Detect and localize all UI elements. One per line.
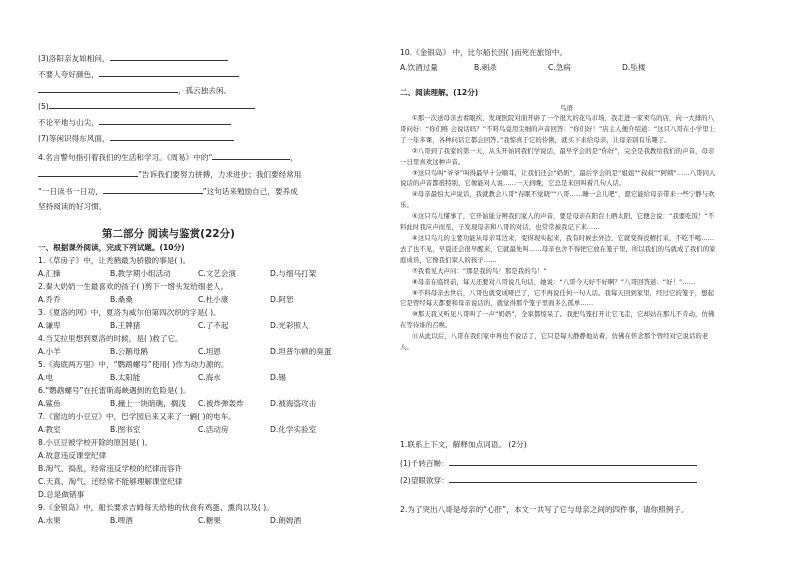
option-c[interactable]: C.文艺会演 [198,269,237,278]
passage-paragraph: ⑦我看见大声问：“那是我的鸟！那是我的鸟！” [412,266,547,275]
passage-paragraph: ②八哥到了我家的第一天，从头开始同我们学说话，最早学会的是“你好”，完全是我教给我们的声音，母亲一日里喜欢这种声音。 [400,146,715,166]
option-a[interactable]: A.谦卑 [38,321,61,330]
answer-blank[interactable] [49,100,255,109]
option-c[interactable]: C.杜小康 [198,295,229,304]
q10-stem: 10.《金银岛》 中，比尔船长因( )而死在旅馆中。 [400,48,568,57]
passage-title: 鸟语 [560,104,573,112]
fill-line-7: 不论平地与山尖， [38,116,231,128]
option-c[interactable]: C.被炸弹轰炸 [198,399,244,408]
option-a[interactable]: A.鲨鱼 [38,399,61,408]
q4-line-4: 坚持阅读的好习惯。 [38,202,107,211]
answer-blank[interactable] [110,52,228,61]
option-b[interactable]: B.撞上一块暗礁，搁浅 [110,399,186,408]
answer-blank[interactable] [99,116,231,125]
question-stem: B.淘气、捣乱，经常违反学校的纪律而容许 [38,464,183,473]
option-b[interactable]: B.图书室 [110,425,141,434]
part2-title: 第二部分 阅读与鉴赏(22分) [102,228,235,240]
option-d[interactable]: D.锡 [270,373,286,382]
answer-blank[interactable] [449,474,697,483]
q1-item-2: (2)望眼欲穿： [400,474,697,486]
fill-line-5: ，孤云独去闲。 [38,84,231,96]
answer-blank[interactable] [38,84,178,93]
option-d[interactable]: D.与细马打架 [270,269,317,278]
passage-paragraph: ⑪从此以后，八哥在我们家中再也不说话了，它只是每天静静地站着，仿佛在怀念那个曾经对它说话的老人。 [400,332,709,352]
passage-paragraph: ③这只鸟叫“爷爷”叫得最早十分顺耳，让我们还会“奶奶”，最后学会的是“姐姐”“叔叔”“阿姨”……八哥同人说话的声音都很特别，它像能对人说……一天到晚，它总是来回叫着几句人话。 [400,168,716,188]
question-stem: 9.《金银岛》中，船长要求吉姆每天给他的伙食有鸡蛋、熏肉以及( )。 [38,503,274,512]
option-c[interactable]: C.了不起 [198,321,229,330]
question-stem: C.天真、淘气，还经常不能够理解课堂纪律 [38,477,183,486]
option-a[interactable]: A.水果 [38,516,61,525]
option-a[interactable]: A.汇操 [38,269,61,278]
option-d[interactable]: D.光彩照人 [270,321,309,330]
option-b[interactable]: B.啤酒 [110,516,133,525]
option-b[interactable]: B.教学期小组活动 [110,269,171,278]
option-c[interactable]: C.活动房 [198,425,229,434]
q4-line-1: 4.名言警句指引着我们的生活和学习。《周易》中的“ ， [38,153,299,162]
option-c[interactable]: C.坦恩 [198,347,221,356]
option-a[interactable]: A.教室 [38,425,61,434]
question-stem: 4.当艾拉里想到夏洛的时候，是( )救了它。 [38,334,183,343]
option-a[interactable]: A.饮酒过量 [400,63,438,72]
question-stem: 1.《草房子》中，让秃鹤最为骄傲的事是( )。 [38,256,191,265]
passage-paragraph: ⑤这只鸟儿懂事了，它开始能分辨我们家人的声音，要是母亲在阳台上晒太阳，它便会说：“我要吃饭！”不料此时我应声而至，子发现母亲和八哥的对话，也常常被我记下来…… [400,212,715,232]
passage-paragraph: ⑨不料母亲去世后，八哥也就变成哑巴了，它不再说任何一句人话。我每天回到家里，经过它的笼子，想起它是曾经每天都要和母亲说话的，就觉得那个笼子里面多么孤单…… [400,288,715,308]
option-a[interactable]: A.小羊 [38,347,61,356]
question-stem: 7.《窗边的小豆豆》中，巴学园后来又来了一辆( )的电车。 [38,412,236,421]
q2-stem: 2.为了突出八哥是母亲的“心肝”，本文一共写了它与母亲之间的四件事，请你照例子。 [400,505,689,514]
fill-line-3: (3)洛阳亲友如相问， [38,52,228,64]
option-b[interactable]: B.桑桑 [110,295,133,304]
option-d[interactable]: D.坦普尔顿的臭蛋 [270,347,332,356]
question-stem: A.故意违反课堂纪律 [38,451,107,460]
answer-blank[interactable] [99,68,239,77]
question-stem: 2.秦大奶奶一生最喜欢的孩子( )剪下一绺头发给细老人。 [38,282,229,291]
question-stem: D.总是做错事 [38,490,85,499]
section2-title: 二、阅读理解。(12分) [400,88,479,97]
option-c[interactable]: C.海水 [198,373,221,382]
fill-line-6: (5) [38,100,255,112]
q4-line-3: “一日读书一日功， ”这句话来勉励自己，要养成 [38,187,298,196]
passage-body [400,113,716,353]
answer-blank[interactable] [103,185,203,194]
passage-paragraph: ⑥这只鸟儿的主要功能从母亲耳边来，变得现实起来，我有时候去外边，它就变得没精打采，不吃不喝……去了也不见，早晨还会很早醒来，它就最先叫……母亲也舍不得把它放在笼子里，所以我们的鸟就成了我们的家庭成员，它像我们家人的孩子…… [400,233,716,264]
option-d[interactable]: D.朗姆酒 [270,516,302,525]
fill-line-4: 不要人夸好颜色， [38,68,239,80]
q4-line-2: ”告诉我们要努力拼搏，力求进步；我们要经常用 [38,168,301,180]
question-stem: 3.《夏洛的网》中，夏洛为威尔伯第四次织的字是( )。 [38,308,221,317]
option-b[interactable]: B.太阳能 [110,373,141,382]
answer-blank[interactable] [449,457,697,466]
option-c[interactable]: C.急病 [548,63,571,72]
question-stem: 8.小豆豆被学校开除的原因是( )。 [38,438,153,447]
option-b[interactable]: B.刺杀 [474,63,497,72]
q1-item-1: (1)千转百啭： [400,457,697,469]
question-stem: 6.“鹦鹉螺号”在托雷斯海峡遇到的危险是( )。 [38,386,191,395]
option-d[interactable]: D.化学实验室 [270,425,317,434]
fill-line-8: (7)等闲识得东风面， [38,132,234,144]
option-c[interactable]: C.糖果 [198,516,221,525]
passage-paragraph: ⑩那天我又听见八哥叫了一声“奶奶”，全家都惊呆了。我把鸟笼打开让它飞走，它却站在那儿不肯动，仿佛在等待谁的召唤。 [400,310,715,330]
q1-stem: 1.联系上下文，解释加点词语。 (2分) [400,440,527,449]
question-stem: 5.《海底两万里》中，“鹦鹉螺号”使用( )作为动力源的。 [38,360,229,369]
option-b[interactable]: B.王牌猪 [110,321,141,330]
passage-paragraph: ①那一次送母亲去看眼疾，发现医院对面开辟了一个很大的花鸟市场，我走进一家卖鸟的店，向一大排的八哥问好：“你们唯 会说话吗？”不料鸟竟用尖细的声音回答：“你们好！”店主人便介绍道：“这只八哥在小学里上了一年多课，各种问话它都会回答。”我惊喜于它的伶俐，就买下来给母亲，让母亲别有乐趣了。 [400,114,716,144]
answer-blank[interactable] [110,132,234,141]
passage-paragraph: ④母亲最怕大声说话，我就教会八哥“春眠不觉晓”“八哥……睡一会儿吧”，愿它能给母亲带来一些宁静与欢乐。 [400,190,715,210]
option-d[interactable]: D.阿恕 [270,295,294,304]
section1-title: 一、根据课外阅读，完成下列试题。(10分) [38,243,185,252]
option-d[interactable]: D.坠楼 [622,63,646,72]
option-a[interactable]: A.乔乔 [38,295,61,304]
passage-paragraph: ⑧母亲在临终前，每天还要对八哥说几句话，她说：“八哥今天好不好啊？”八哥回答道：“好！”…… [412,277,696,286]
answer-blank[interactable] [38,168,138,177]
answer-blank[interactable] [212,151,290,160]
option-d[interactable]: D.被海盗攻击 [270,399,317,408]
option-a[interactable]: A.电 [38,373,54,382]
option-b[interactable]: B.公鹅母鹅 [110,347,148,356]
